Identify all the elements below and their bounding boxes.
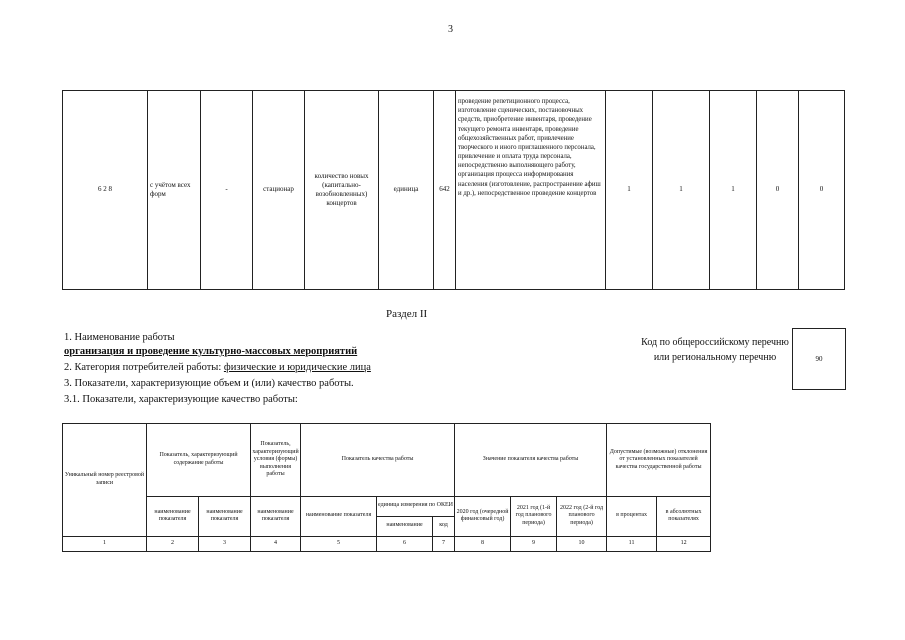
work-name-value: организация и проведение культурно-массовых мероприятий [64,346,358,357]
work-name-label: 1. Наименование работы [64,332,175,343]
column-number: 8 [455,536,511,551]
services-table [62,90,845,290]
header-conditions-indicator: Показатель, характеризующий условия (формы) выполнения работы [251,424,301,497]
subheader-unit-name: наименование [377,516,433,536]
column-number: 7 [433,536,455,551]
description-cell: проведение репетиционного процесса, изготовление сценических, постановочных средств, приобретение инвентаря, проведение текущего ремонта инвентаря, проведение общехозяйственных работ, привлечение творческого и иного приглашенного персонала, привлечение и оплата труда персонала, непосредственно выполняющего работу, организация процесса информирования населения (изготовление, распространение афиш и др.), непосредственное проведение концертов [456,91,606,290]
subheader-name-2: наименование показателя [199,496,251,536]
value-cell-1: 1 [606,91,653,290]
subheader-2022: 2022 год (2-й год планового периода) [557,496,607,536]
table-subheader-row [63,496,711,516]
value-cell-5: 0 [799,91,845,290]
consumer-category-value: физические и юридические лица [223,362,371,373]
table-row [63,91,845,290]
value-cell-3: 1 [710,91,757,290]
indicators-heading: 3. Показатели, характеризующие объем и (или) качество работы. [64,378,354,389]
column-number: 12 [657,536,711,551]
registry-code-box: 90 [792,328,846,390]
subheader-unit-code: код [433,516,455,536]
indicator-cell: количество новых (капитально-возобновленных) концертов [305,91,379,290]
subheader-quality-name: наименование показателя [301,496,377,536]
column-number: 10 [557,536,607,551]
condition-cell: стационар [253,91,305,290]
value-cell-4: 0 [757,91,799,290]
column-number: 3 [199,536,251,551]
value-cell-2: 1 [653,91,710,290]
okei-cell: 642 [434,91,456,290]
subheader-2021: 2021 год (1-й год планового периода) [511,496,557,536]
header-unique-number: Уникальный номер реестровой записи [63,424,147,537]
quality-indicators-heading: 3.1. Показатели, характеризующие качество работы: [64,394,298,405]
header-deviation: Допустимые (возможные) отклонения от установленных показателей качества государственной работы [607,424,711,497]
subheader-2020: 2020 год (очередной финансовый год) [455,496,511,536]
column-number: 6 [377,536,433,551]
column-number: 4 [251,536,301,551]
subheader-percent: в процентах [607,496,657,536]
header-content-indicator: Показатель, характеризующий содержание работы [147,424,251,497]
subheader-unit: единица измерения по ОКЕИ [377,496,455,516]
header-quality-indicator: Показатель качества работы [301,424,455,497]
column-number: 1 [63,536,147,551]
section-title: Раздел II [386,308,428,320]
page-number: 3 [448,24,453,35]
consumer-category-label: 2. Категория потребителей работы: [64,362,224,373]
subheader-absolute: в абсолютных показателях [657,496,711,536]
dash-cell: - [201,91,253,290]
consumer-category [64,362,371,373]
column-number: 2 [147,536,199,551]
column-number: 11 [607,536,657,551]
subheader-name-3: наименование показателя [251,496,301,536]
unit-cell: единица [379,91,434,290]
column-number: 9 [511,536,557,551]
column-number: 5 [301,536,377,551]
quality-indicators-table [62,423,711,552]
header-quality-value: Значение показателя качества работы [455,424,607,497]
registry-code-label: Код по общероссийскому перечню или региональному перечню [641,337,789,363]
table-header-row [63,424,711,497]
table-numbers-row [63,536,711,551]
subheader-name-1: наименование показателя [147,496,199,536]
registry-code: 6 2 8 [63,91,148,290]
forms-cell: с учётом всех форм [148,91,201,290]
